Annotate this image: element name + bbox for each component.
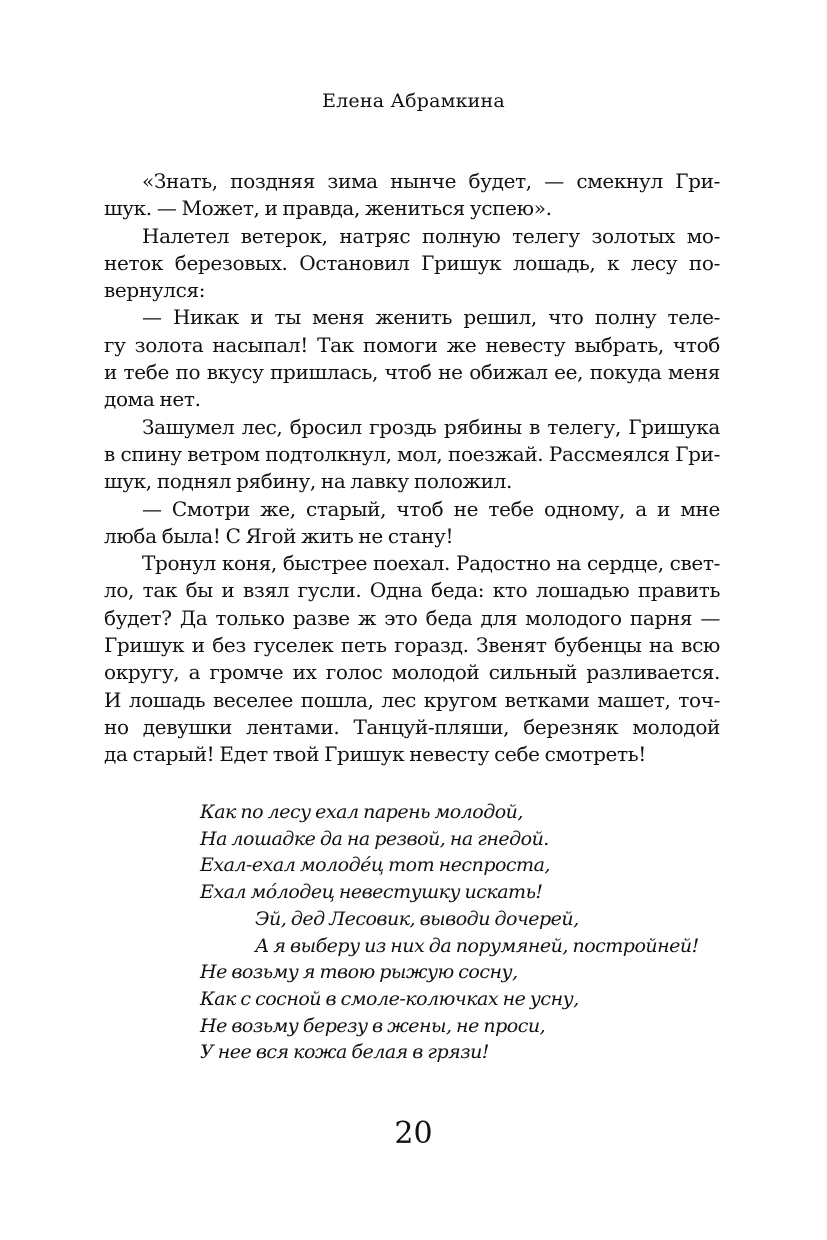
verse-line: Ехал мо́лодец невестушку искать! xyxy=(200,881,543,904)
running-header-author: Елена Абрамкина xyxy=(322,90,505,112)
prose-line: и тебе по вкусу пришлась, чтоб не обижал ее, покуда меня xyxy=(104,360,720,385)
prose-line: вернулся: xyxy=(104,278,206,303)
prose-line: Тронул коня, быстрее поехал. Радостно на сердце, свет- xyxy=(142,551,720,576)
verse-line: На лошадке да на резвой, на гнедой. xyxy=(200,827,549,850)
prose-line: — Никак и ты меня женить решил, что полну теле- xyxy=(142,305,720,330)
prose-line: да старый! Едет твой Гришук невесту себе смотреть! xyxy=(104,742,646,767)
verse-line: Не возьму березу в жены, не проси, xyxy=(200,1014,546,1037)
prose-line: неток березовых. Остановил Гришук лошадь, к лесу по- xyxy=(104,250,720,275)
prose-line: ло, так бы и взял гусли. Одна беда: кто лошадью править xyxy=(104,578,720,603)
prose-line: Зашумел лес, бросил гроздь рябины в телегу, Гришука xyxy=(142,414,720,439)
song-verse xyxy=(200,799,760,1066)
verse-line: Как по лесу ехал парень молодой, xyxy=(200,801,523,823)
prose-line: гу золота насыпал! Так помоги же невесту выбрать, чтоб xyxy=(104,332,720,357)
prose-line: но девушки лентами. Танцуй-пляши, березняк молодой xyxy=(104,714,720,739)
verse-line-refrain: А я выберу из них да порумяней, постройней! xyxy=(255,934,699,957)
prose-line: будет? Да только разве ж это беда для молодого парня — xyxy=(104,605,720,630)
prose-line: в спину ветром подтолкнул, мол, поезжай. Рассмеялся Гри- xyxy=(104,441,720,466)
verse-line-refrain: Эй, дед Лесовик, выводи дочерей, xyxy=(255,907,579,930)
prose-line: люба была! С Ягой жить не стану! xyxy=(104,523,454,548)
prose-line: Налетел ветерок, натряс полную телегу золотых мо- xyxy=(142,223,720,248)
verse-line: Ехал-ехал молоде́ц тот неспроста, xyxy=(200,854,550,877)
prose-line: шук. — Может, и правда, жениться успею». xyxy=(104,196,552,221)
prose-line: округу, а громче их голос молодой сильный разливается. xyxy=(104,660,720,685)
verse-line: Не возьму я твою рыжую сосну, xyxy=(200,961,518,984)
prose-body xyxy=(104,168,720,769)
verse-line: Как с сосной в смоле-колючках не усну, xyxy=(200,987,579,1010)
verse-line: У нее вся кожа белая в грязи! xyxy=(200,1041,489,1064)
prose-line: Гришук и без гуселек петь горазд. Звенят бубенцы на всю xyxy=(104,633,720,658)
prose-line: шук, поднял рябину, на лавку положил. xyxy=(104,469,512,494)
prose-line: «Знать, поздняя зима нынче будет, — смекнул Гри- xyxy=(142,169,720,193)
prose-line: — Смотри же, старый, чтоб не тебе одному, а и мне xyxy=(142,496,720,521)
page-number: 20 xyxy=(394,1116,433,1151)
prose-line: И лошадь веселее пошла, лес кругом ветками машет, точ- xyxy=(104,687,720,712)
prose-line: дома нет. xyxy=(104,387,201,412)
